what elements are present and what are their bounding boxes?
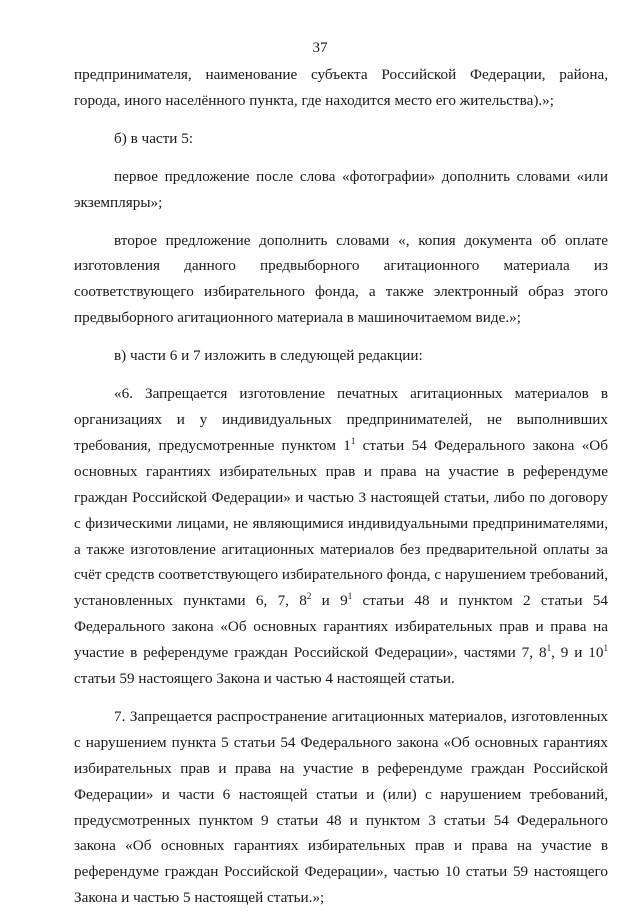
- text-segment: статьи 48 и пунктом 2 статьи 54 Федерального закона «Об основных гарантиях избирательных прав и права на участие в референдуме граждан Российской Федерации», частями 7, 8: [74, 592, 608, 662]
- superscript: 1: [603, 643, 608, 654]
- paragraph-part-7: 7. Запрещается распространение агитационных материалов, изготовленных с нарушением пункта 5 статьи 54 Федерального закона «Об основных гарантиях избирательных прав и права на участие в референдуме граждан Российской Федерации» и части 6 настоящей статьи и (или) с нарушением требований, предусмотренных пунктом 9 статьи 48 и пунктом 3 статьи 54 Федерального закона «Об основных гарантиях избирательных прав и права на участие в референдуме граждан Российской Федерации», частью 10 статьи 59 настоящего Закона и частью 5 настоящей статьи.»;: [74, 707, 608, 907]
- text-segment: статьи 59 настоящего Закона и частью 4 настоящей статьи.: [74, 670, 455, 688]
- text-segment: статьи 54 Федерального закона «Об основных гарантиях избирательных прав и права на участие в референдуме граждан Российской Федерации» и частью 3 настоящей статьи, либо по договору с физическими лицами, не являющимися индивидуальными предпринимателями, а также изготовление агитационных материалов без предварительной оплаты за счёт средств соответствующего избирательного фонда, с нарушением требований, установленных пунктами 6, 7, 8: [74, 436, 608, 610]
- paragraph-continuation: предпринимателя, наименование субъекта Российской Федерации, района, города, иного населённого пункта, где находится место его жительства).»;: [74, 66, 608, 109]
- text-segment: и 9: [311, 592, 348, 610]
- text-segment: , 9 и 10: [551, 644, 604, 662]
- superscript: 1: [347, 591, 353, 602]
- superscript: 1: [350, 435, 356, 446]
- superscript: 1: [546, 643, 552, 654]
- superscript: 2: [306, 591, 312, 602]
- paragraph-part-6: [74, 381, 608, 692]
- document-body: [74, 62, 608, 911]
- paragraph-first-sentence: первое предложение после слова «фотографии» дополнить словами «или экземпляры»;: [74, 167, 608, 211]
- paragraph-item-b: б) в части 5:: [114, 129, 194, 147]
- paragraph-item-v: в) части 6 и 7 изложить в следующей редакции:: [114, 347, 423, 365]
- paragraph-second-sentence: второе предложение дополнить словами «, копия документа об оплате изготовления данного предвыборного агитационного материала из соответствующего избирательного фонда, а также электронный образ этого предвыборного агитационного материала в машиночитаемом виде.»;: [74, 231, 608, 327]
- page-number: 37: [312, 40, 328, 56]
- text-segment: «6. Запрещается изготовление печатных агитационных материалов в организациях и у индивидуальных предпринимателей, не выполнивших требования, предусмотренные пунктом 1: [74, 385, 608, 454]
